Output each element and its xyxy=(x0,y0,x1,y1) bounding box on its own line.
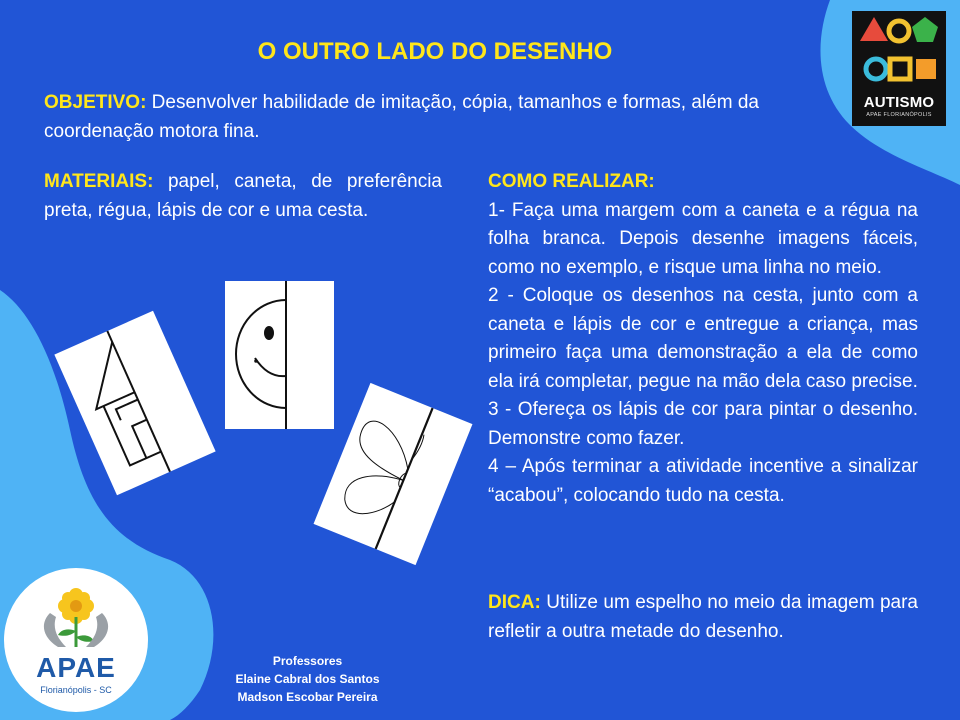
instruction-step-2: 2 - Coloque os desenhos na cesta, junto com a caneta e lápis de cor e entregue a criança, mas primeiro faça uma demonstração a ela de como ela irá completar, pegue na mão dela caso precise. xyxy=(488,285,918,392)
tip-text: Utilize um espelho no meio da imagem para refletir a outra metade do desenho. xyxy=(488,592,918,642)
instruction-step-4: 4 – Após terminar a atividade incentive a sinalizar “acabou”, colocando tudo na cesta. xyxy=(488,456,918,506)
objective-label: OBJETIVO: xyxy=(44,92,147,113)
credits-name-2: Madson Escobar Pereira xyxy=(237,690,378,704)
butterfly-drawing-card xyxy=(314,383,473,565)
house-drawing-card xyxy=(54,311,215,496)
instructions-label: COMO REALIZAR: xyxy=(488,171,655,192)
materials-text: papel, caneta, de preferência preta, régua, lápis de cor e uma cesta. xyxy=(44,171,442,221)
autismo-logo-subtitle: APAE FLORIANÓPOLIS xyxy=(866,112,932,118)
tip-label: DICA: xyxy=(488,592,541,613)
objective-text: Desenvolver habilidade de imitação, cópia, tamanhos e formas, além da coordenação motora fina. xyxy=(44,92,759,142)
instruction-step-1: 1- Faça uma margem com a caneta e a régua na folha branca. Depois desenhe imagens fáceis, como no exemplo, e risque uma linha no meio. xyxy=(488,199,918,278)
smiley-drawing-card xyxy=(225,281,334,429)
instruction-step-3: 3 - Ofereça os lápis de cor para pintar o desenho. Demonstre como fazer. xyxy=(488,399,918,449)
apae-logo-subtitle: Florianópolis - SC xyxy=(40,685,112,695)
page-title: O OUTRO LADO DO DESENHO xyxy=(257,38,613,65)
credits-heading: Professores xyxy=(272,654,343,668)
credits xyxy=(200,652,415,706)
materials-label: MATERIAIS: xyxy=(44,171,154,192)
apae-logo-word: APAE xyxy=(36,652,116,683)
autismo-shapes-icon xyxy=(852,11,946,93)
autismo-logo-word: AUTISMO xyxy=(863,94,935,111)
credits-name-1: Elaine Cabral dos Santos xyxy=(235,672,380,686)
autismo-logo xyxy=(852,11,946,126)
